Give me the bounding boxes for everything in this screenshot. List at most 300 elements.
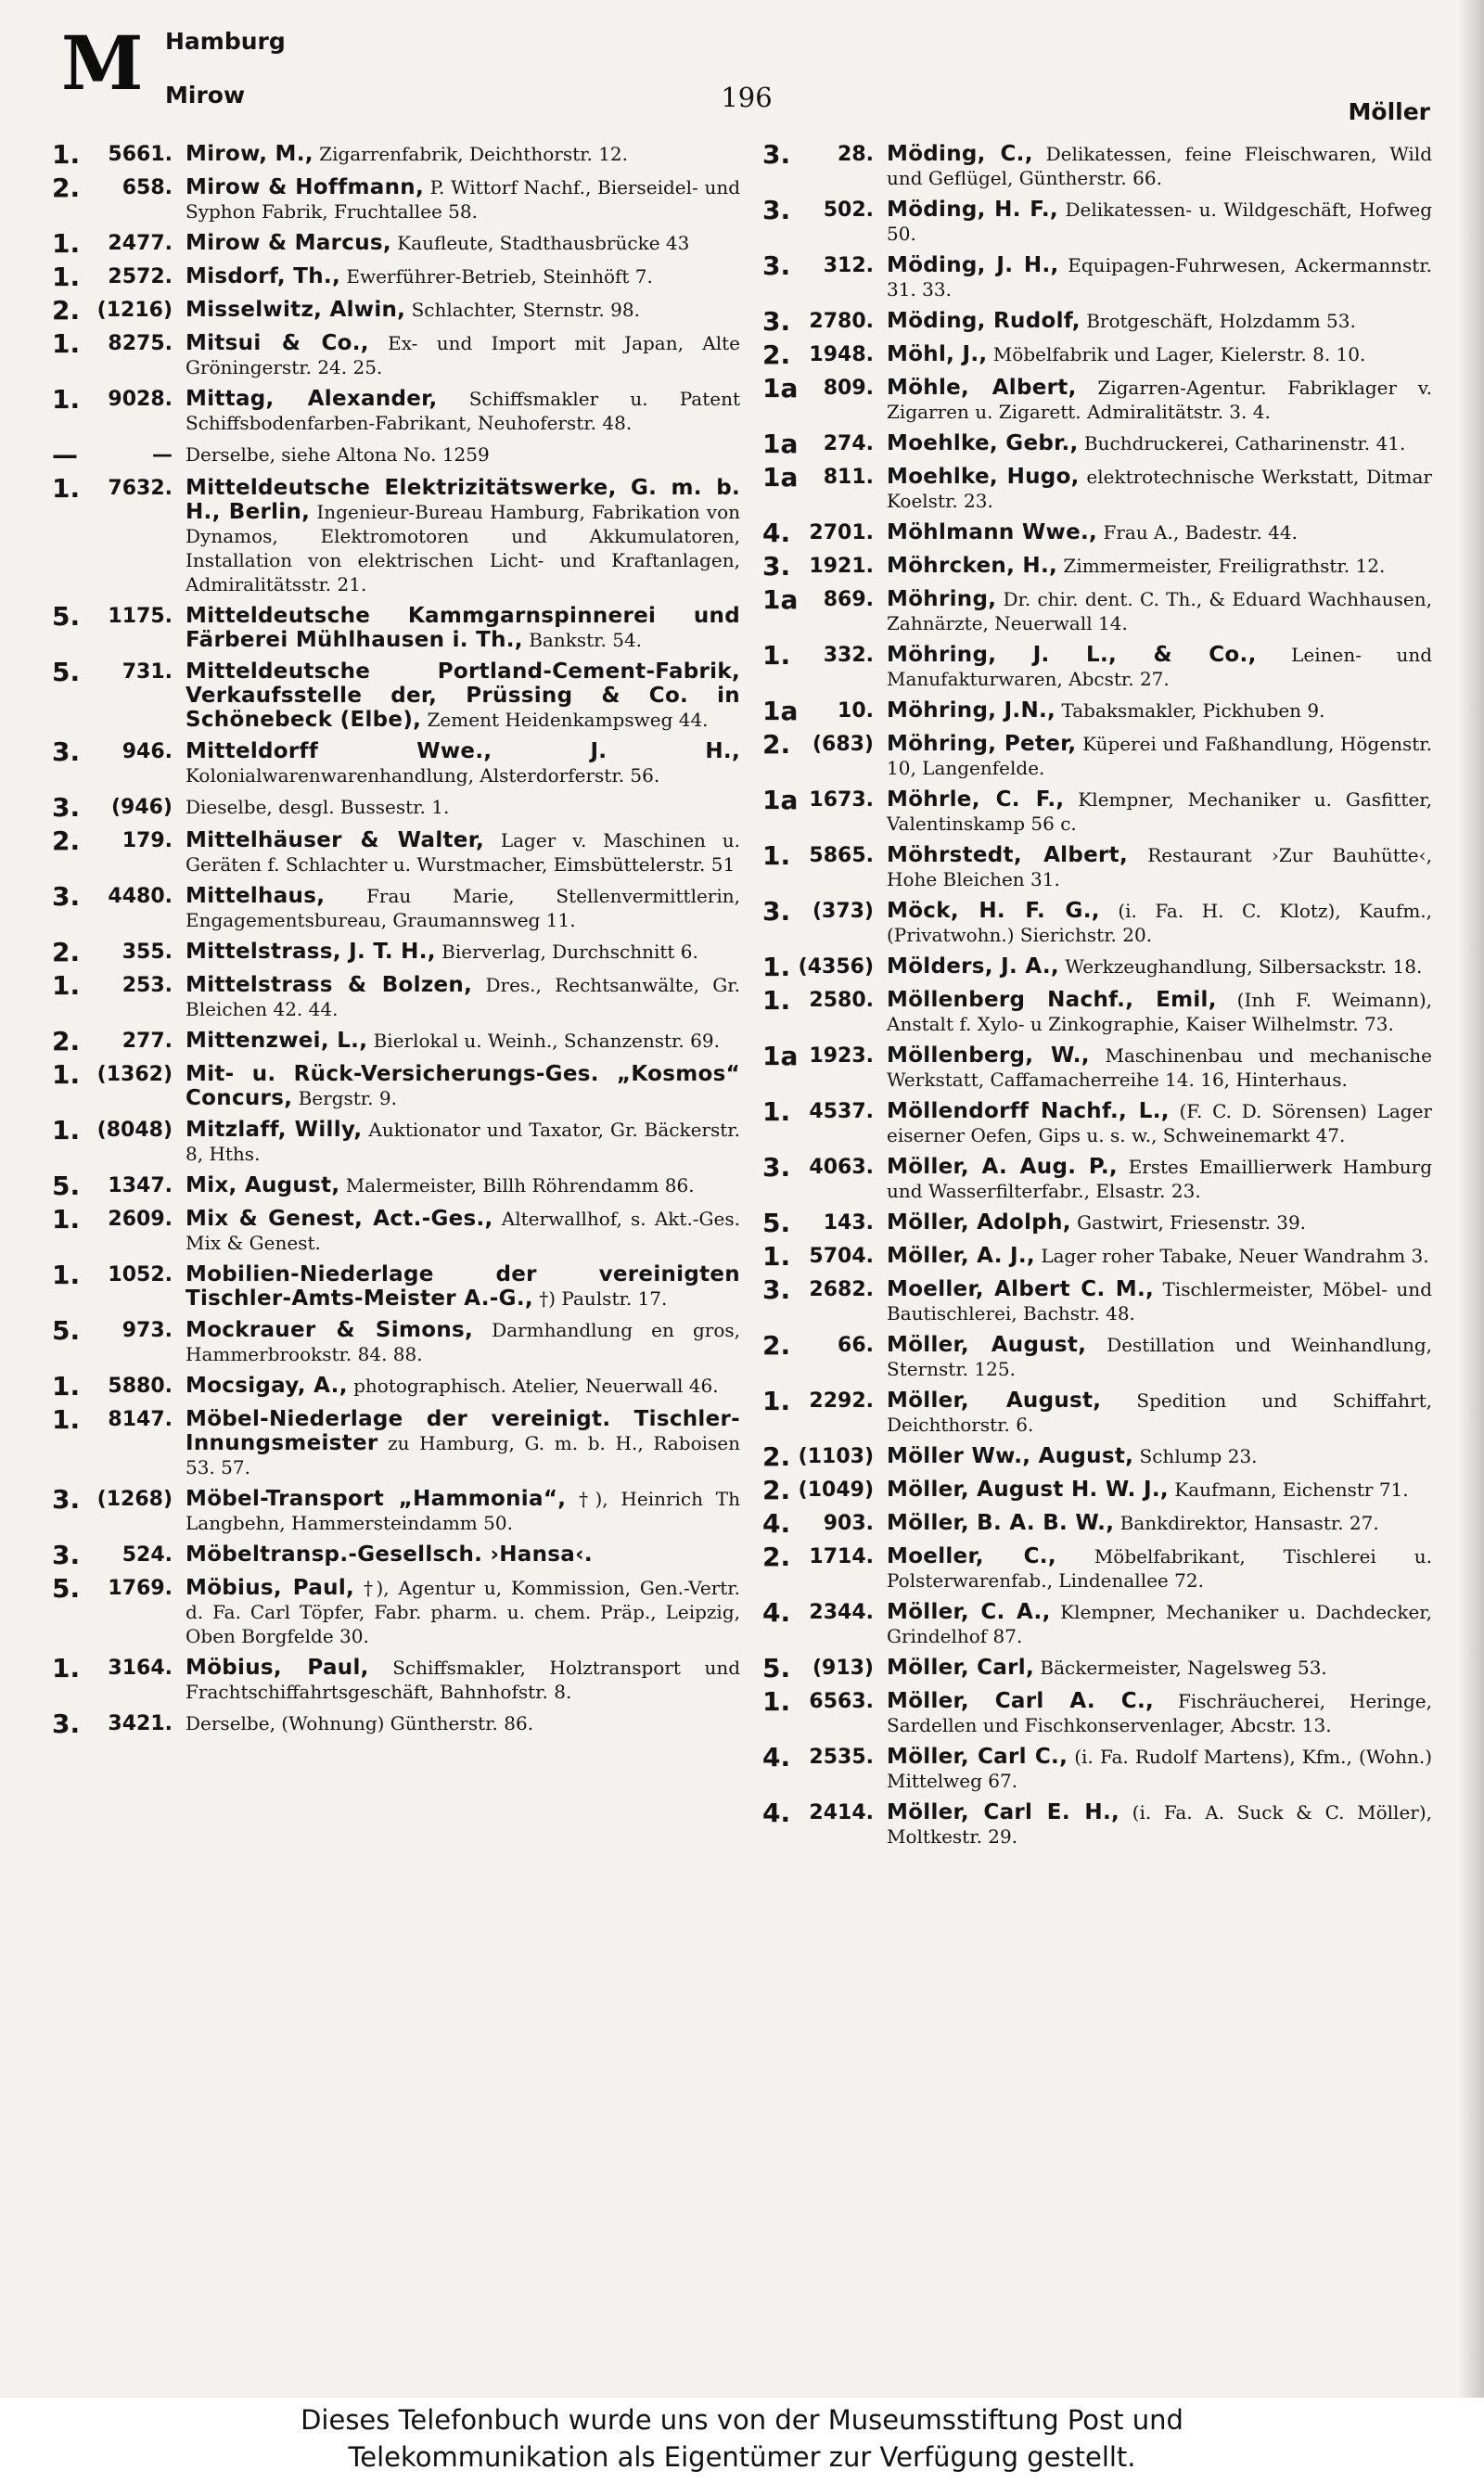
exchange-class: 1. xyxy=(52,328,81,359)
exchange-class: 1a xyxy=(762,462,799,493)
phone-number: 4537. xyxy=(809,1100,874,1123)
entry-text xyxy=(887,520,1432,546)
phone-number: 2580. xyxy=(809,989,874,1012)
exchange-class: 1. xyxy=(762,1386,791,1416)
directory-entry xyxy=(762,840,1432,891)
exchange-class: 1a xyxy=(762,1041,799,1071)
subscriber-details: Lager v. Maschinen u. Geräten f. Schlachter u. Wurstmacher, Eimsbüttelerstr. 51 xyxy=(186,829,740,876)
directory-entry xyxy=(762,195,1433,246)
subscriber-details: Frau A., Badestr. 44. xyxy=(1103,521,1298,544)
subscriber-details: Dr. chir. dent. C. Th., & Eduard Wachhausen, Zahnärzte, Neuerwall 14. xyxy=(887,588,1432,634)
entry-text xyxy=(887,732,1432,780)
exchange-class: 4. xyxy=(762,518,791,548)
subscriber-name: Möller, August H. W. J., xyxy=(887,1478,1169,1502)
directory-entry xyxy=(762,551,1432,582)
phone-number: 5880. xyxy=(108,1375,173,1398)
entry-text xyxy=(887,1155,1432,1203)
subscriber-details: †), Heinrich Th Langbehn, Hammersteindamm 50. xyxy=(186,1488,740,1534)
exchange-class: 1. xyxy=(762,640,791,671)
entry-text xyxy=(887,1800,1432,1849)
entry-text xyxy=(887,1656,1432,1682)
phone-number: 869. xyxy=(823,588,874,611)
entry-text xyxy=(887,954,1432,980)
exchange-class: 3. xyxy=(762,551,791,582)
subscriber-details: Zimmermeister, Freiligrathstr. 12. xyxy=(1063,555,1386,577)
directory-entry xyxy=(762,462,1432,513)
subscriber-details: Destillation und Weinhandlung, Sternstr. 125. xyxy=(887,1334,1433,1380)
subscriber-details: Maschinenbau und mechanische Werkstatt, Caffamacherreihe 14. 16, Hinterhaus. xyxy=(887,1044,1433,1091)
entry-text xyxy=(186,1262,740,1311)
exchange-class: 1. xyxy=(52,1371,81,1401)
exchange-class: 2. xyxy=(762,1542,791,1572)
phone-number: 6563. xyxy=(809,1690,874,1713)
entry-text xyxy=(887,1689,1432,1737)
exchange-class: 3. xyxy=(52,881,81,912)
entry-text xyxy=(887,1389,1432,1437)
subscriber-details: (Inh F. Weimann), Anstalt f. Xylo- u Zinkographie, Kaiser Wilhelmstr. 73. xyxy=(887,989,1432,1035)
entry-text xyxy=(887,554,1432,580)
directory-entry xyxy=(52,1315,741,1366)
exchange-class: 3. xyxy=(762,1274,791,1305)
exchange-class: 5. xyxy=(52,1573,81,1604)
footer-line-1: Dieses Telefonbuch wurde uns von der Museumsstiftung Post und xyxy=(301,2404,1183,2436)
subscriber-details: Möbelfabrikant, Tischlerei u. Polsterwarenfab., Lindenallee 72. xyxy=(887,1545,1432,1592)
subscriber-name: Möhring, Peter, xyxy=(887,732,1077,756)
exchange-class: 5. xyxy=(52,1315,81,1346)
entry-text xyxy=(186,1711,740,1737)
exchange-class: 2. xyxy=(52,826,81,856)
phone-number: 28. xyxy=(838,143,874,166)
phone-number: (1362) xyxy=(96,1063,173,1086)
exchange-class: 1a xyxy=(762,696,799,726)
exchange-class: 3. xyxy=(762,250,791,281)
exchange-class: 1. xyxy=(762,1241,791,1272)
entry-text xyxy=(887,1745,1432,1793)
exchange-class: 2. xyxy=(52,295,81,326)
exchange-class: 1. xyxy=(52,970,81,1001)
phone-number: 2609. xyxy=(108,1208,173,1231)
entry-text xyxy=(887,465,1432,513)
subscriber-details: Ewerführer-Betrieb, Steinhöft 7. xyxy=(346,265,653,288)
directory-entry xyxy=(52,881,741,932)
subscriber-name: Moehlke, Hugo, xyxy=(887,465,1080,489)
subscriber-name: Möller, A. J., xyxy=(887,1244,1035,1268)
subscriber-name: Möllenberg, W., xyxy=(887,1043,1090,1068)
phone-number: 332. xyxy=(823,644,874,667)
exchange-class: 1. xyxy=(52,1115,81,1146)
directory-entry xyxy=(762,896,1432,947)
subscriber-details: photographisch. Atelier, Neuerwall 46. xyxy=(353,1375,719,1397)
directory-entry xyxy=(52,1542,740,1568)
phone-number: 2477. xyxy=(108,232,173,255)
exchange-class: 1. xyxy=(52,1404,81,1435)
subscriber-name: Mirow, M., xyxy=(186,142,313,166)
phone-number: 731. xyxy=(122,660,173,684)
exchange-class: 1. xyxy=(52,228,81,259)
phone-number: 1347. xyxy=(108,1174,173,1197)
subscriber-name: Möck, H. F. G., xyxy=(887,899,1100,923)
phone-number: (1268) xyxy=(96,1488,173,1511)
phone-number: 2292. xyxy=(809,1389,874,1413)
phone-number: 809. xyxy=(823,377,874,400)
subscriber-details: (F. C. D. Sörensen) Lager eiserner Oefen, Gips u. s. w., Schweinemarkt 47. xyxy=(887,1100,1432,1146)
subscriber-name: Möhrcken, H., xyxy=(887,554,1058,578)
subscriber-details: Klempner, Mechaniker u. Dachdecker, Grindelhof 87. xyxy=(887,1601,1433,1647)
subscriber-name: Möller, B. A. B. W., xyxy=(887,1511,1115,1535)
city-heading: Hamburg xyxy=(165,28,286,55)
entry-text xyxy=(186,476,740,596)
directory-entry xyxy=(52,1026,740,1056)
subscriber-details: Erstes Emaillierwerk Hamburg und Wasserfilterfabr., Elsastr. 23. xyxy=(887,1156,1432,1202)
subscriber-name: Moeller, Albert C. M., xyxy=(887,1277,1155,1301)
subscriber-details: Ex- und Import mit Japan, Alte Gröningerstr. 24. 25. xyxy=(186,332,741,378)
phone-number: 5704. xyxy=(809,1245,874,1268)
entry-text xyxy=(186,884,740,932)
subscriber-name: Mix, August, xyxy=(186,1173,340,1197)
directory-entry xyxy=(762,250,1432,301)
entry-text xyxy=(186,1062,740,1110)
phone-number: 2780. xyxy=(809,310,874,333)
directory-entry xyxy=(52,1484,740,1535)
subscriber-details: Leinen- und Manufakturwaren, Abcstr. 27. xyxy=(887,644,1433,690)
section-letter: M xyxy=(61,19,144,107)
phone-number: 973. xyxy=(122,1319,173,1342)
entry-text xyxy=(887,1478,1432,1504)
entry-text xyxy=(186,1029,740,1055)
subscriber-details: Lager roher Tabake, Neuer Wandrahm 3. xyxy=(1041,1245,1429,1267)
subscriber-details: Spedition und Schiffahrt, Deichthorstr. 6. xyxy=(887,1389,1433,1436)
entry-text xyxy=(186,795,740,821)
directory-entry xyxy=(52,175,740,224)
directory-entry xyxy=(762,1330,1433,1381)
subscriber-details: Zigarrenfabrik, Deichthorstr. 12. xyxy=(319,143,629,165)
subscriber-name: Möller, C. A., xyxy=(887,1600,1051,1624)
exchange-class: 4. xyxy=(762,1798,791,1828)
directory-entry xyxy=(52,970,740,1021)
exchange-class: 1. xyxy=(52,1059,81,1090)
entry-text xyxy=(186,1207,740,1255)
entry-text xyxy=(186,1318,740,1366)
entry-text xyxy=(887,1244,1432,1270)
subscriber-details: Schiffsmakler u. Patent Schiffsbodenfarben-Fabrikant, Neuhoferstr. 48. xyxy=(186,388,741,434)
directory-entry xyxy=(52,659,740,732)
subscriber-name: Möhring, J.N., xyxy=(887,698,1056,723)
entry-text xyxy=(186,264,740,290)
subscriber-name: Möbius, Paul, xyxy=(186,1656,369,1680)
subscriber-details: †), Agentur u, Kommission, Gen.-Vertr. d. Fa. Carl Töpfer, Fabr. pharm. u. chem. Präp., Leipzig, Oben Borgfelde 30. xyxy=(186,1577,741,1647)
phone-number: 1769. xyxy=(108,1577,173,1600)
subscriber-details: Kaufleute, Stadthausbrücke 43 xyxy=(397,232,690,254)
entry-text xyxy=(887,142,1432,190)
subscriber-name: Möllenberg Nachf., Emil, xyxy=(887,988,1217,1012)
directory-entry xyxy=(762,1152,1432,1203)
entry-text xyxy=(887,431,1432,457)
subscriber-details: Kolonialwarenwarenhandlung, Alsterdorferstr. 56. xyxy=(186,764,660,787)
directory-entry xyxy=(762,1544,1432,1593)
directory-entry xyxy=(52,1371,740,1401)
subscriber-name: Möhrle, C. F., xyxy=(887,787,1065,812)
subscriber-details: Kaufmann, Eichenstr 71. xyxy=(1174,1478,1409,1501)
subscriber-details: Restaurant ›Zur Bauhütte‹, Hohe Bleichen 31. xyxy=(887,844,1432,890)
subscriber-details: Bankstr. 54. xyxy=(529,629,643,651)
subscriber-name: Möller, August, xyxy=(887,1389,1102,1413)
directory-entry xyxy=(762,787,1432,836)
phone-number: 658. xyxy=(122,176,173,199)
subscriber-details: Klempner, Mechaniker u. Gasfitter, Valentinskamp 56 c. xyxy=(887,788,1433,835)
exchange-class: 1. xyxy=(762,840,791,871)
phone-number: 5865. xyxy=(809,844,874,867)
subscriber-name: Mittelhäuser & Walter, xyxy=(186,828,485,852)
exchange-class: 1. xyxy=(762,985,791,1016)
exchange-class: 1. xyxy=(52,262,81,292)
subscriber-details: Schiffsmakler, Holztransport und Frachtschiffahrtsgeschäft, Bahnhofstr. 8. xyxy=(186,1657,741,1703)
phone-number: 3164. xyxy=(108,1657,173,1680)
directory-entry xyxy=(762,1241,1432,1272)
phone-number: 502. xyxy=(823,198,874,222)
exchange-class: 1. xyxy=(762,1686,791,1717)
entry-text xyxy=(887,643,1432,691)
exchange-class: 1a xyxy=(762,429,799,459)
phone-number: (8048) xyxy=(96,1119,173,1142)
phone-number: 277. xyxy=(122,1030,173,1053)
entry-text xyxy=(186,1118,740,1166)
directory-entry xyxy=(762,431,1432,457)
subscriber-details: Brotgeschäft, Holzdamm 53. xyxy=(1086,310,1356,332)
exchange-class: 1. xyxy=(762,952,791,982)
directory-entry xyxy=(762,584,1432,635)
phone-number: 179. xyxy=(122,829,173,852)
subscriber-name: Mittelstrass & Bolzen, xyxy=(186,973,473,997)
exchange-class: 2. xyxy=(52,173,81,203)
subscriber-name: Möhring, J. L., & Co., xyxy=(887,643,1257,667)
phone-number: 4063. xyxy=(809,1156,874,1179)
exchange-class: 5. xyxy=(52,1171,81,1201)
subscriber-name: Möhle, Albert, xyxy=(887,376,1077,400)
phone-number: 2682. xyxy=(809,1278,874,1301)
directory-entry xyxy=(52,442,740,468)
directory-entry xyxy=(762,139,1432,190)
entry-text xyxy=(887,1333,1432,1381)
phone-number: 2535. xyxy=(809,1746,874,1769)
directory-entry xyxy=(762,985,1432,1036)
phone-number: 7632. xyxy=(108,477,173,500)
exchange-class: 4. xyxy=(762,1742,791,1773)
exchange-class: 3. xyxy=(52,1709,81,1739)
subscriber-name: Möller, Carl, xyxy=(887,1656,1035,1680)
phone-number: 1923. xyxy=(809,1044,874,1068)
subscriber-name: Möhrstedt, Albert, xyxy=(887,843,1128,867)
subscriber-details: Werkzeughandlung, Silbersackstr. 18. xyxy=(1065,955,1423,978)
entry-text xyxy=(186,175,740,224)
footer-credit xyxy=(0,2398,1484,2483)
subscriber-name: Möbel-Transport „Hammonia“, xyxy=(186,1487,567,1511)
subscriber-name: Mitteldeutsche Elektrizitätswerke, G. m. b. H., Berlin, xyxy=(186,476,740,524)
exchange-class: 1. xyxy=(52,1653,81,1683)
subscriber-details: Delikatessen, feine Fleischwaren, Wild und Geflügel, Güntherstr. 66. xyxy=(887,143,1432,189)
exchange-class: 1. xyxy=(52,139,81,170)
first-name-on-page: Mirow xyxy=(165,82,246,109)
subscriber-details: elektrotechnische Werkstatt, Ditmar Koelstr. 23. xyxy=(887,466,1432,512)
subscriber-name: Möller Ww., August, xyxy=(887,1444,1134,1468)
phone-number: 10. xyxy=(838,699,874,723)
subscriber-details: P. Wittorf Nachf., Bierseidel- und Syphon Fabrik, Fruchtallee 58. xyxy=(186,176,741,223)
last-name-on-page: Möller xyxy=(1348,98,1430,125)
directory-entry xyxy=(762,729,1432,780)
exchange-class: 2. xyxy=(762,339,791,370)
subscriber-name: Möbel-Niederlage der vereinigt. Tischler-Innungsmeister xyxy=(186,1407,740,1455)
directory-entry xyxy=(762,1210,1432,1236)
exchange-class: 3. xyxy=(762,306,791,337)
directory-entry xyxy=(762,306,1432,337)
exchange-class: 2. xyxy=(762,1330,791,1361)
subscriber-name: Möller, Carl E. H., xyxy=(887,1800,1120,1824)
directory-entry xyxy=(52,828,740,877)
entry-text xyxy=(186,1407,740,1479)
subscriber-details: Buchdruckerei, Catharinenstr. 41. xyxy=(1083,432,1406,454)
entry-text xyxy=(887,787,1432,836)
directory-entry xyxy=(52,328,741,379)
subscriber-details: Bergstr. 9. xyxy=(298,1087,397,1109)
subscriber-name: Möding, H. F., xyxy=(887,198,1058,222)
entry-text xyxy=(887,1544,1432,1593)
right-column xyxy=(762,139,1433,1856)
subscriber-name: Misdorf, Th., xyxy=(186,264,340,288)
subscriber-details: Delikatessen- u. Wildgeschäft, Hofweg 50. xyxy=(887,198,1433,245)
phone-number: 1052. xyxy=(108,1263,173,1286)
directory-entry xyxy=(762,954,1432,980)
entry-text xyxy=(186,331,740,379)
exchange-class: 1a xyxy=(762,584,799,615)
entry-text xyxy=(887,1600,1432,1648)
phone-number: (1216) xyxy=(96,299,173,322)
phone-number: 9028. xyxy=(108,388,173,411)
entry-text xyxy=(186,231,740,257)
subscriber-details: Darmhandlung en gros, Hammerbrookstr. 84. 88. xyxy=(186,1319,741,1365)
entry-text xyxy=(887,1099,1432,1147)
left-column xyxy=(52,139,741,1745)
directory-entry xyxy=(52,295,740,326)
entry-text xyxy=(887,1210,1432,1236)
subscriber-details: Zigarren-Agentur. Fabriklager v. Zigarren u. Zigarett. Admiralitätstr. 3. 4. xyxy=(887,377,1433,423)
directory-entry xyxy=(762,640,1433,691)
phone-number: 903. xyxy=(823,1512,874,1535)
exchange-class: 1a xyxy=(762,785,799,815)
phone-number: 1175. xyxy=(108,605,173,628)
subscriber-details: Malermeister, Billh Röhrendamm 86. xyxy=(345,1174,695,1197)
directory-entry xyxy=(762,1597,1433,1648)
exchange-class: 2. xyxy=(762,1475,791,1505)
exchange-class: 4. xyxy=(762,1508,791,1539)
phone-number: 2414. xyxy=(809,1801,874,1824)
subscriber-details: Bäckermeister, Nagelsweg 53. xyxy=(1040,1657,1327,1679)
entry-text xyxy=(186,659,740,732)
subscriber-name: Möhlmann Wwe., xyxy=(887,520,1098,544)
exchange-class: 3. xyxy=(52,736,81,767)
directory-entry xyxy=(762,1653,1432,1683)
entry-text xyxy=(186,940,740,966)
subscriber-name: Möller, Carl A. C., xyxy=(887,1689,1155,1713)
phone-number: 1921. xyxy=(809,555,874,578)
directory-entry xyxy=(762,1508,1432,1539)
phone-number: 143. xyxy=(823,1211,874,1235)
phone-number: 274. xyxy=(823,432,874,455)
page-edge-shadow xyxy=(1458,0,1484,2398)
directory-entry xyxy=(52,1204,740,1255)
page-number: 196 xyxy=(721,82,773,113)
phone-number: 8147. xyxy=(108,1408,173,1431)
entry-text xyxy=(186,298,740,324)
subscriber-name: Möbius, Paul, xyxy=(186,1576,355,1600)
phone-number: 1673. xyxy=(809,788,874,812)
subscriber-details: Alterwallhof, s. Akt.-Ges. Mix & Genest. xyxy=(186,1208,740,1254)
subscriber-details: zu Hamburg, G. m. b. H., Raboisen 53. 57. xyxy=(186,1432,741,1478)
subscriber-name: Mix & Genest, Act.-Ges., xyxy=(186,1207,493,1231)
directory-entry xyxy=(762,1043,1432,1092)
subscriber-details: Equipagen-Fuhrwesen, Ackermannstr. 31. 33. xyxy=(887,254,1432,301)
exchange-class: 5. xyxy=(762,1653,791,1683)
subscriber-name: Möller, Adolph, xyxy=(887,1210,1071,1235)
directory-entry xyxy=(762,1441,1432,1472)
directory-entry xyxy=(52,1059,740,1110)
directory-entry xyxy=(52,736,740,787)
subscriber-name: Mirow & Marcus, xyxy=(186,231,391,255)
directory-entry xyxy=(52,792,740,823)
subscriber-details: Dres., Rechtsanwälte, Gr. Bleichen 42. 44. xyxy=(186,974,740,1020)
subscriber-details: Auktionator und Taxator, Gr. Bäckerstr. 8, Hths. xyxy=(186,1119,741,1165)
subscriber-name: Möller, A. Aug. P., xyxy=(887,1155,1118,1179)
directory-entry xyxy=(52,1262,740,1311)
phone-number: (913) xyxy=(812,1657,874,1680)
exchange-class: 3. xyxy=(52,1484,81,1515)
entry-text xyxy=(186,142,740,168)
subscriber-name: Möhring, xyxy=(887,587,997,611)
subscriber-name: Mocsigay, A., xyxy=(186,1374,348,1398)
entry-text xyxy=(887,376,1432,424)
exchange-class: 1. xyxy=(52,473,81,504)
entry-text xyxy=(887,698,1432,724)
phone-number: 4480. xyxy=(108,885,173,908)
entry-text xyxy=(186,1374,740,1400)
phone-number: 3421. xyxy=(108,1712,173,1735)
subscriber-details: Tabaksmakler, Pickhuben 9. xyxy=(1061,699,1325,722)
exchange-class: 1. xyxy=(52,384,81,415)
exchange-class: 1a xyxy=(762,373,799,403)
phone-number: 5661. xyxy=(108,143,173,166)
exchange-class: 2. xyxy=(762,1441,791,1472)
directory-entry xyxy=(762,1686,1432,1737)
entry-text xyxy=(887,1043,1432,1092)
subscriber-name: Möding, C., xyxy=(887,142,1033,166)
entry-text xyxy=(887,988,1432,1036)
subscriber-details: Bankdirektor, Hansastr. 27. xyxy=(1119,1512,1379,1534)
directory-entry xyxy=(52,228,740,259)
directory-entry xyxy=(762,339,1432,370)
directory-entry xyxy=(52,384,741,435)
directory-entry xyxy=(52,1573,741,1648)
entry-text xyxy=(887,587,1432,635)
subscriber-details: (i. Fa. A. Suck & C. Möller), Moltkestr. 29. xyxy=(887,1801,1433,1848)
subscriber-details: Bierlokal u. Weinh., Schanzenstr. 69. xyxy=(373,1030,720,1052)
entry-text xyxy=(186,1576,740,1648)
directory-entry xyxy=(52,937,740,967)
exchange-class: 5. xyxy=(52,657,81,687)
subscriber-name: Mockrauer & Simons, xyxy=(186,1318,474,1342)
entry-text xyxy=(186,387,740,435)
directory-entry xyxy=(52,1173,740,1199)
subscriber-name: Mitzlaff, Willy, xyxy=(186,1118,363,1142)
directory-entry xyxy=(762,1386,1433,1437)
directory-entry xyxy=(52,1653,741,1704)
